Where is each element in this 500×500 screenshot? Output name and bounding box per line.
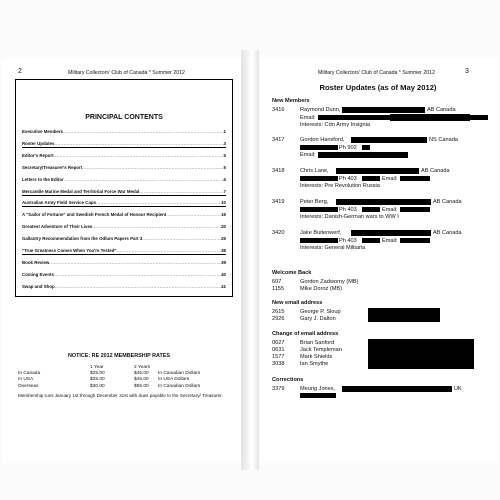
toc-row (22, 284, 226, 289)
section-heading-new-members: New Members (272, 98, 310, 104)
contents-title: PRINCIPAL CONTENTS (85, 114, 163, 121)
member-name: Peter Berg, (300, 199, 329, 205)
page-number-right: 3 (465, 68, 469, 75)
new-email-number: 2926 (272, 315, 285, 322)
member-phone: Ph 902 (339, 144, 357, 151)
toc-row (22, 260, 226, 265)
rates-two-years: $45.00 (134, 371, 149, 376)
toc-title: Executive Members (22, 129, 63, 134)
toc-leader (54, 272, 221, 277)
notice-title: NOTICE: RE 2012 MEMBERSHIP RATES (68, 353, 170, 359)
toc-page: 16 (221, 212, 226, 218)
toc-leader (82, 165, 223, 170)
redaction-bar (342, 107, 425, 113)
member-phone: Ph 403 (339, 237, 357, 244)
running-head-left: Military Collectors' Club of Canada * Summer 2012 (68, 70, 185, 76)
member-number: 3418 (272, 168, 285, 174)
rates-header-2years: 2 Years (134, 365, 151, 370)
toc-title: Editor's Report (22, 152, 54, 158)
rates-two-years: $55.00 (134, 383, 149, 389)
rates-region: In USA (18, 377, 34, 383)
toc-leader (92, 224, 221, 229)
toc-row (22, 177, 226, 182)
toc-title: Letters to the Editor (22, 176, 64, 182)
redaction-bar (400, 238, 430, 244)
toc-title: Mercantile Marine Medal and Territorial Force War Medal (22, 188, 140, 194)
rates-currency: In Canadian Dollars (158, 371, 201, 376)
toc-leader (142, 236, 221, 241)
membership-note: Membership runs January 1st through December 31st with dues payable to the Secretary/ Treasurer. (18, 393, 223, 398)
member-interests: Interests: Danish-German wars to WW I (300, 214, 399, 220)
member-location: NS Canada (429, 137, 458, 143)
toc-page: 5 (223, 164, 226, 170)
redaction-bar (390, 114, 470, 121)
toc-leader (139, 189, 223, 194)
member-name: Raymond Dunn, (300, 107, 341, 113)
member-name: Gordon Hansford, (300, 137, 345, 143)
rates-one-year: $25.00 (90, 371, 105, 376)
toc-row (22, 200, 226, 207)
change-email-name: Brian Sanford (300, 339, 335, 346)
toc-title: Secretary/Treasurer's Report (22, 164, 83, 170)
toc-row (22, 248, 226, 255)
welcome-back-number: 1155 (272, 285, 285, 292)
redaction-bar (342, 386, 452, 392)
change-email-number: 0631 (272, 346, 285, 353)
redaction-bar (362, 145, 370, 151)
redaction-bar (362, 176, 380, 182)
toc-leader (54, 141, 223, 146)
toc-leader (63, 129, 224, 134)
toc-leader (96, 200, 221, 205)
contents-box (15, 79, 233, 297)
member-number: 3419 (272, 199, 285, 205)
toc-title: A "Sailor of Fortune" and Swedish French Medal of Honour Recipient (22, 212, 167, 218)
toc-title: Book Review (22, 259, 50, 265)
welcome-back-name: Mike Doroz (MB) (300, 285, 342, 292)
toc-row (22, 153, 226, 158)
redaction-bar (336, 199, 431, 205)
redaction-bar (351, 137, 427, 143)
toc-page: 25 (221, 236, 226, 242)
member-location: AB Canada (433, 199, 462, 205)
corrections-number: 3379 (272, 385, 285, 392)
rates-two-years: $45.00 (134, 377, 149, 383)
toc-page: 10 (221, 200, 226, 206)
toc-page: 40 (221, 271, 226, 277)
rates-one-year: $30.00 (90, 383, 105, 389)
redaction-bar (362, 207, 380, 213)
page-number-left: 2 (18, 68, 22, 75)
redaction-bar (368, 339, 474, 369)
page-gutter (241, 50, 259, 470)
toc-page: 5 (223, 152, 226, 158)
redaction-bar (300, 176, 338, 182)
roster-title: Roster Updates (as of May 2012) (319, 83, 437, 92)
redaction-bar (318, 152, 408, 158)
change-email-number: 0627 (272, 339, 285, 346)
toc-title: "True Greatness Comes When You're Tested" (22, 248, 117, 253)
toc-title: Roster Updates (22, 140, 55, 146)
redaction-bar (362, 238, 380, 244)
toc-row (22, 224, 226, 229)
toc-page: 7 (223, 188, 226, 194)
section-heading-corrections: Corrections (272, 377, 304, 383)
toc-row (22, 141, 226, 148)
toc-page: 41 (221, 283, 226, 289)
toc-leader (54, 153, 224, 158)
redaction-bar (400, 176, 430, 182)
rates-currency: In Canadian Dollars (158, 383, 201, 389)
toc-row (22, 272, 226, 277)
member-number: 3416 (272, 107, 285, 113)
toc-page: 3 (223, 140, 226, 146)
new-email-number: 2615 (272, 308, 285, 315)
member-location: AB Canada (427, 107, 456, 113)
member-name: Jake Buitenwerf, (300, 230, 342, 236)
member-name: Chris Lane, (300, 168, 329, 174)
toc-row (22, 189, 226, 196)
redaction-bar (336, 168, 419, 174)
redaction-bar (368, 308, 440, 322)
section-heading-new-email: New email address (272, 300, 323, 306)
member-interests: Interests: General Militaria (300, 245, 366, 251)
toc-page: 39 (221, 259, 226, 265)
rates-header-1year: 1 Year (90, 365, 104, 370)
toc-row (22, 165, 226, 170)
member-location: AB Canada (421, 168, 450, 174)
toc-row (22, 212, 226, 217)
redaction-bar (300, 238, 338, 244)
member-email-label: Email: (382, 237, 398, 244)
toc-leader (64, 177, 224, 182)
new-email-name: Gary J. Dalton (300, 315, 336, 322)
corrections-location: UK (454, 385, 462, 392)
redaction-bar (300, 145, 338, 151)
change-email-name: Mark Shields (300, 354, 333, 361)
toc-leader (49, 260, 221, 265)
toc-title: Coming Events (22, 271, 54, 277)
member-email-label: Email: (300, 152, 316, 158)
change-email-name: Jack Templeman (300, 346, 342, 353)
toc-leader (55, 284, 221, 289)
redaction-bar (300, 393, 336, 398)
member-location: AB Canada (433, 230, 462, 236)
toc-page: 38 (221, 248, 226, 253)
rates-region: Overseas (18, 383, 39, 389)
section-heading-welcome-back: Welcome Back (272, 270, 312, 276)
toc-page: 6 (223, 176, 226, 182)
change-email-name: Ian Smythe (300, 361, 329, 368)
member-interests: Interests: Cdn Army Insignia (300, 122, 370, 128)
section-heading-change-email: Change of email address (272, 331, 339, 337)
member-phone: Ph 403 (339, 206, 357, 213)
member-email-label: Email: (382, 206, 398, 213)
member-phone: Ph 403 (339, 175, 357, 182)
toc-leader (117, 248, 222, 253)
rates-region: In Canada (18, 371, 41, 376)
toc-row (22, 129, 226, 134)
welcome-back-number: 607 (272, 278, 282, 285)
member-email-label: Email: (300, 114, 316, 121)
change-email-number: 1577 (272, 354, 285, 361)
toc-leader (166, 212, 221, 217)
rates-one-year: $25.00 (90, 377, 105, 383)
toc-row (22, 236, 226, 241)
redaction-bar (400, 207, 430, 213)
toc-title: Gallantry Recommendation from the Odlum Papers Part 3 (22, 236, 143, 242)
toc-title: Swap and Shop (22, 283, 55, 289)
toc-page: 1 (223, 129, 226, 134)
redaction-bar (351, 230, 431, 236)
member-number: 3417 (272, 137, 285, 143)
redaction-bar (300, 207, 338, 213)
member-email-label: Email: (382, 175, 398, 182)
member-number: 3420 (272, 230, 285, 236)
toc-title: Greatest Adventure of Their Lives (22, 224, 93, 230)
toc-page: 20 (221, 224, 226, 230)
corrections-name: Meurig Jones, (300, 385, 336, 392)
rates-currency: In USA Dollars (158, 377, 190, 383)
member-interests: Interests: Pre Revolution Russia (300, 183, 380, 189)
new-email-name: George P. Sloup (300, 308, 341, 315)
change-email-number: 3038 (272, 361, 285, 368)
running-head-right: Military Collectors' Club of Canada * Summer 2012 (318, 70, 435, 76)
welcome-back-name: Gordon Zadworny (MB) (300, 278, 359, 285)
toc-title: Australian Army Field Service Caps (22, 200, 97, 206)
